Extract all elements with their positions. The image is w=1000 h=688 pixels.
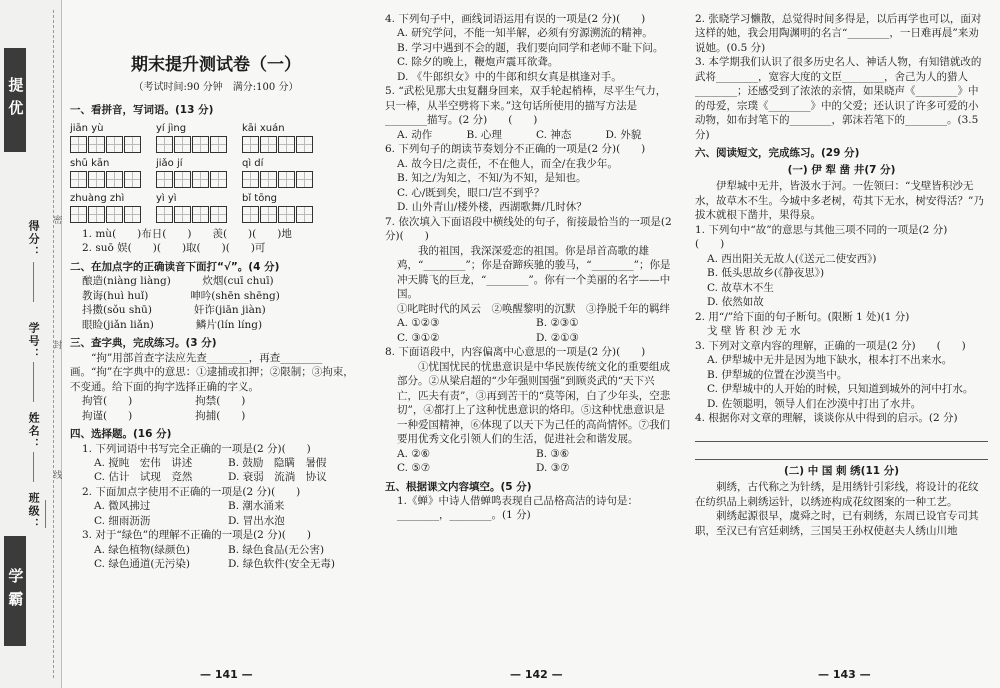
mcq-8-passage: ①忧国忧民的忧患意识是中华民族传统文化的重要组成部分。②从梁启超的“少年强则国强”到顾炎武的“天下兴亡，匹夫有责”，③再到苦干的“莫等闲，白了少年头，空悲切”，④都打上了这种忧患意识的烙印。⑤这种忧患意识是一种爱国精神，⑥体现了以天下为己任的高尚情怀。⑦我们要用优秀文化引领人们的生活，促进社会和谐发展。 [397,360,671,446]
option[interactable]: A. 研究学问，不能一知半解，必须有穷源溯流的精神。 [397,27,653,40]
option[interactable]: D. 《牛郎织女》中的牛郎和织女真是棋逢对手。 [397,70,622,83]
option[interactable]: C. 绿色通道(无污染) [94,558,191,571]
option[interactable]: B. 知之/为知之，不知/为不知，是知也。 [397,172,587,185]
option[interactable]: C. 除夕的晚上，鞭炮声震耳欲聋。 [397,56,559,69]
char-box[interactable] [278,136,295,153]
mcq-7-items: ①叱咤时代的风云 ②唤醒黎明的沉默 ③挣脱千年的羁绊 [397,302,670,315]
option[interactable]: B. 潮水涌来 [228,500,285,513]
pinyin-row-1 [70,122,362,153]
char-box[interactable] [296,171,313,188]
char-box[interactable] [242,206,259,223]
brand-label-top: 提优 [4,48,26,152]
question-1-1: 1. mù( )布日( ) 羡( )( )地 [82,227,292,240]
reading-1-question-3: 3. 下列对文章内容的理解，正确的一项是(2 分) ( ) [695,339,966,352]
mcq-5-options [385,128,675,142]
option[interactable]: C. 伊犁城中的人开始的时候，只知道到城外的河中打水。 [707,383,974,396]
pinyin-label: bǐ tōng [242,192,278,204]
pinyin-label: kāi xuán [242,122,285,134]
reading-1-passage: 伊犁城中无井，皆汲水于河。一佐领曰：“戈壁皆积沙无水，故草木不生。今城中多老树，苟其下无水，树安得活？”乃拔木就根下凿井，果得泉。 [695,180,984,222]
char-box[interactable] [70,206,87,223]
char-box[interactable] [124,206,141,223]
option[interactable]: B. 低头思故乡(《静夜思》) [707,267,825,280]
reading-2-title: (二) 中 国 刺 绣(11 分) [783,464,900,477]
page-142 [385,12,675,523]
option[interactable]: A. 动作 [397,128,433,141]
char-box[interactable] [88,206,105,223]
char-box[interactable] [260,206,277,223]
section-1-heading: 一、看拼音，写词语。(13 分) [70,104,214,117]
fill-question-1[interactable]: 1.《蝉》中诗人借蝉鸣表现自己品格高洁的诗句是：________，________。(1 分) [397,494,639,522]
char-box[interactable] [156,171,173,188]
mcq-8: 8. 下面语段中，内容偏离中心意思的一项是(2 分)( ) [385,346,646,359]
reading-1-question-1: 1. 下列句中“故”的意思与其他三项不同的一项是(2 分) ( ) [695,223,990,251]
reading-1-question-4: 4. 根据你对文章的理解，谈谈你从中得到的启示。(2 分) [695,412,958,425]
page-number-142: — 142 — [510,667,563,681]
page-number-143: — 143 — [818,667,871,681]
sentence-to-punctuate[interactable]: 戈 壁 皆 积 沙 无 水 [707,325,801,338]
char-box[interactable] [124,171,141,188]
mcq-2-options [70,499,362,528]
char-box[interactable] [70,136,87,153]
class-field-label: 班级： [27,492,41,531]
exam-subtitle: （考试时间:90 分钟 满分:100 分） [133,82,299,94]
option[interactable]: D. 衰弱 流淌 协议 [228,471,327,484]
char-box[interactable] [278,206,295,223]
reading-1-question-2: 2. 用“/”给下面的句子断句。(限断 1 处)(1 分) [695,310,910,323]
mcq-4: 4. 下列句子中，画线词语运用有误的一项是(2 分)( ) [385,13,646,25]
reading-2-paragraph: 刺绣起源很早，虞舜之时，已有刺绣，东周已设官专司其职，至汉已有宫廷刺绣，三国吴王孙权使赵夫人绣山川地 [695,510,979,537]
char-box[interactable] [88,136,105,153]
option[interactable]: C. 故草木不生 [707,281,774,294]
mcq-3-options [70,543,362,572]
class-field-line[interactable] [45,500,46,528]
char-box[interactable] [278,171,295,188]
section-3-heading: 三、查字典，完成练习。(3 分) [70,337,217,350]
dictionary-answer-row[interactable]: 拘谨( ) 拘捕( ) [82,409,246,422]
char-box[interactable] [174,136,191,153]
char-box[interactable] [242,136,259,153]
mcq-8-options [385,447,675,476]
reading-1-title: (一) 伊 犁 凿 井(7 分) [787,163,896,176]
option[interactable]: C. 估计 试现 竞然 [94,471,193,484]
char-box[interactable] [156,206,173,223]
option[interactable]: B. ②③① [536,317,579,330]
mcq-2: 2. 下面加点字使用不正确的一项是(2 分)( ) [82,485,301,498]
option[interactable]: A. 西出阳关无故人(《送元二使安西》) [707,252,877,265]
option[interactable]: D. ②①③ [536,331,579,344]
section-5-heading: 五、根据课文内容填空。(5 分) [385,480,532,493]
char-box[interactable] [192,136,209,153]
char-box[interactable] [156,136,173,153]
pinyin-label: yí jìng [156,122,187,134]
char-box[interactable] [106,171,123,188]
char-box[interactable] [210,206,227,223]
question-1-2: 2. suō 娱( )( )取( )( )可 [82,242,266,255]
option[interactable]: B. 绿色食品(无公害) [228,543,325,556]
option[interactable]: B. 伊犁城的位置在沙漠当中。 [707,368,848,381]
reading-pair-row[interactable]: 眼睑(jiǎn liǎn) 鳞片(lín líng) [82,318,263,331]
reading-pair-row[interactable]: 抖擞(sǒu shū) 奸诈(jiān jiàn) [82,304,266,317]
pinyin-row-2 [70,157,362,188]
option[interactable]: D. 依然如故 [707,296,764,309]
page-143 [695,12,988,538]
char-box[interactable] [106,136,123,153]
mcq-7: 7. 依次填入下面语段中横线处的句子，衔接最恰当的一项是(2 分)( ) [385,215,672,243]
pinyin-label: qì dí [242,157,264,169]
student-id-field-label: 学号： [27,322,41,361]
score-field-line[interactable] [33,262,34,302]
option[interactable]: B. 学习中遇到不会的题，我们要向同学和老师不耻下问。 [397,41,664,54]
option[interactable]: D. 冒出水泡 [228,514,285,527]
char-box[interactable] [260,136,277,153]
char-box[interactable] [70,171,87,188]
binding-gutter [0,0,62,688]
score-field-label: 得分： [27,220,41,259]
section-6-heading: 六、阅读短文，完成练习。(29 分) [695,147,860,160]
option[interactable]: A. 伊犁城中无井是因为地下缺水，根本打不出来水。 [707,354,953,367]
mcq-7-passage: 我的祖国，我深深爱恋的祖国。你是昂首高歌的雄鸡，“________”；你是奋蹄疾驰的骏马，“________”；你是冲天腾飞的巨龙，“________”。你有一个美丽的名字——中国。 [397,244,671,301]
option[interactable]: A. 故今日/之责任，不在他人，而全/在我少年。 [397,157,618,170]
char-box[interactable] [210,171,227,188]
option[interactable]: C. ③①② [397,331,440,344]
char-box[interactable] [192,206,209,223]
char-box[interactable] [242,171,259,188]
char-box[interactable] [174,206,191,223]
option[interactable]: A. ①②③ [397,317,440,330]
fill-question-2[interactable]: 2. 张晓学习懒散，总觉得时间多得是，以后再学也可以，面对这样的她，我会用陶渊明的名言“________，一日难再晨”来劝说她。(0.5 分) [695,13,982,54]
seal-char-xian: 线 [51,470,62,479]
char-box[interactable] [296,206,313,223]
option[interactable]: C. 神态 [536,128,572,141]
reading-pair-row[interactable]: 教诲(huì huǐ) 呻吟(shēn shēng) [82,289,280,302]
mcq-1: 1. 下列词语中书写完全正确的一项是(2 分)( ) [82,442,311,455]
brand-label-bottom: 学霸 [4,536,26,646]
option[interactable]: A. 搅盹 宏伟 讲述 [94,457,193,469]
mcq-6: 6. 下列句子的朗读节奏划分不正确的一项是(2 分)( ) [385,143,646,156]
option[interactable]: D. 佐领聪明，领导人们在沙漠中打出了水井。 [707,397,922,410]
char-box[interactable] [88,171,105,188]
seal-char-feng: 封 [51,340,62,349]
page-141 [70,12,362,572]
option[interactable]: D. 山外青山/楼外楼，西湖歌舞/几时休？ [397,201,587,214]
page-number-141: — 141 — [200,667,253,681]
option[interactable]: B. 心理 [466,128,502,141]
option[interactable]: C. 细雨沥沥 [94,514,151,527]
char-box[interactable] [174,171,191,188]
pinyin-label: jiān yù [70,122,104,134]
mcq-3: 3. 对于“绿色”的理解不正确的一项是(2 分)( ) [82,529,311,542]
answer-line[interactable] [695,446,988,460]
pinyin-label: zhuàng zhì [70,192,125,204]
pinyin-label: shū kān [70,157,110,169]
mcq-7-options [385,316,675,345]
reading-pair-row[interactable]: 酿造(niàng liàng) 炊烟(cuī chuī) [82,275,274,288]
pinyin-label: yì yì [156,192,177,204]
name-field-line[interactable] [33,452,34,482]
char-box[interactable] [210,136,227,153]
option[interactable]: B. 鼓励 隐瞒 暑假 [228,457,327,469]
char-box[interactable] [192,171,209,188]
student-id-field-line[interactable] [33,362,34,402]
option[interactable]: B. ③⑥ [536,447,570,460]
section-2-heading: 二、在加点字的正确读音下面打“√”。(4 分) [70,260,280,273]
answer-line[interactable] [695,428,988,442]
reading-2-paragraph: 刺绣，古代称之为针绣，是用绣针引彩线，将设计的花纹在纺织品上刺绣运针，以绣迹构成花纹图案的一种工艺。 [695,481,979,508]
option[interactable]: D. 外貌 [605,128,642,141]
char-box[interactable] [296,136,313,153]
dictionary-answer-row[interactable]: 拘管( ) 拘禁( ) [82,395,246,408]
char-box[interactable] [260,171,277,188]
exam-title: 期末提升测试卷（一） [131,55,301,75]
char-box[interactable] [124,136,141,153]
mcq-5: 5. “武松见那大虫复翻身回来，双手轮起梢棒，尽平生气力，只一棒，从半空劈将下来。”这句话所使用的描写方法是________描写。(2 分) ( ) [385,85,667,127]
section-4-heading: 四、选择题。(16 分) [70,428,172,441]
option[interactable]: D. 绿色软件(安全无毒) [228,558,335,571]
fill-question-3[interactable]: 3. 本学期我们认识了很多历史名人、神话人物，有知错就改的武将________，宽容大度的文臣________，舍己为人的猎人________；还感受到了浓浓的亲情，如果晓声《________》中的母爱，宗璞《________》中的父爱；还认识了许多可爱的小动物，如布封笔下的________，郭沫若笔下的________。(3.5 分) [695,56,982,141]
option[interactable]: A. ②⑥ [397,447,431,460]
name-field-label: 姓名： [27,412,41,451]
option[interactable]: A. 微风拂过 [94,500,151,513]
char-box[interactable] [106,206,123,223]
seal-char-mi: 密 [51,215,62,224]
option[interactable]: C. 心/既到矣，眼口/岂不到乎？ [397,186,545,199]
dictionary-question-text: “拘”用部首查字法应先查________，再查________画。“拘”在字典中的意思：①逮捕或扣押；②限制；③拘束，不变通。给下面的拘字选择正确的字义。 [70,351,354,393]
mcq-1-options [70,456,362,485]
pinyin-label: jiǎo jí [156,157,183,169]
option[interactable]: D. ③⑦ [536,462,570,475]
pinyin-row-3 [70,192,362,223]
option[interactable]: A. 绿色植物(绿颜色) [94,543,190,556]
option[interactable]: C. ⑤⑦ [397,462,431,475]
